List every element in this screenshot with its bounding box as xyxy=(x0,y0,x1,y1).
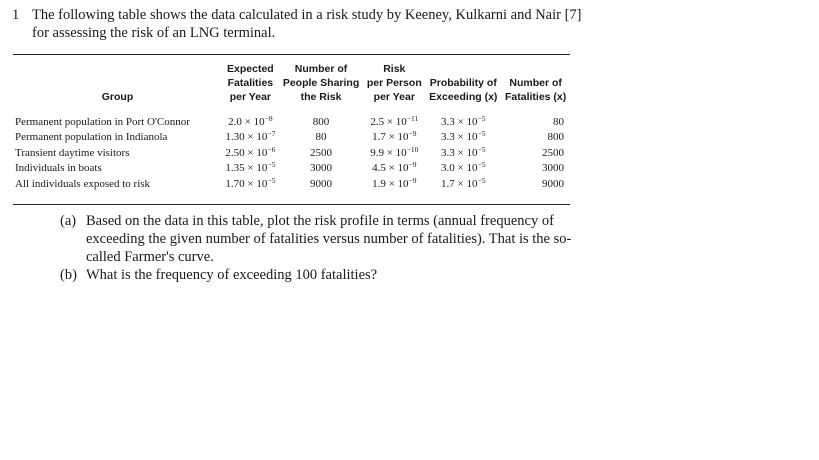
question-part-b xyxy=(60,266,572,284)
problem-statement xyxy=(12,6,582,42)
part-label: (a) xyxy=(60,213,77,229)
header-number-fatalities: Number of Fatalities (x) xyxy=(505,77,567,103)
table-row xyxy=(13,130,570,146)
question-part-a xyxy=(60,212,572,266)
problem-number: 1 xyxy=(12,7,20,23)
cell-expected-fatalities: $1.35 \times 10^{-5}$ xyxy=(225,160,276,175)
header-number-people: Number of People Sharing the Risk xyxy=(282,63,360,103)
cell-probability-exceeding: $3.3 \times 10^{-5}$ xyxy=(441,113,486,128)
cell-risk-per-person: $9.9 \times 10^{-10}$ xyxy=(370,144,419,159)
risk-data-table xyxy=(13,62,570,192)
cell-expected-fatalities: $1.70 \times 10^{-5}$ xyxy=(225,175,276,190)
cell-number-fatalities: 800 xyxy=(547,131,564,144)
cell-expected-fatalities: $2.50 \times 10^{-6}$ xyxy=(225,144,276,159)
cell-expected-fatalities: $2.0 \times 10^{-8}$ xyxy=(228,113,273,128)
table-row xyxy=(13,145,570,161)
header-risk-per-person: Risk per Person per Year xyxy=(366,63,422,103)
cell-group: Permanent population in Indianola xyxy=(15,131,168,144)
part-text: Based on the data in this table, plot the risk profile in terms (annual frequency of exceeding the given number of fatalities versus number of fatalities). That is the so-called Farmer's curve. xyxy=(86,213,572,265)
header-expected-fatalities: Expected Fatalities per Year xyxy=(227,63,274,103)
cell-probability-exceeding: $1.7 \times 10^{-5}$ xyxy=(441,175,486,190)
table-row xyxy=(13,114,570,130)
cell-number-people: 9000 xyxy=(310,177,333,190)
table-row xyxy=(13,176,570,192)
table-row xyxy=(13,161,570,177)
question-parts xyxy=(60,212,572,284)
problem-text: The following table shows the data calculated in a risk study by Keeney, Kulkarni and Nair [7] for assessing the risk of an LNG terminal. xyxy=(32,7,582,41)
cell-risk-per-person: $1.7 \times 10^{-9}$ xyxy=(372,129,417,144)
part-text: What is the frequency of exceeding 100 fatalities? xyxy=(86,267,378,283)
cell-number-people: 2500 xyxy=(310,146,333,159)
cell-number-fatalities: 3000 xyxy=(542,162,564,175)
cell-group: All individuals exposed to risk xyxy=(15,177,151,190)
cell-risk-per-person: $2.5 \times 10^{-11}$ xyxy=(370,113,419,128)
cell-group: Permanent population in Port O'Connor xyxy=(15,115,190,128)
cell-risk-per-person: $1.9 \times 10^{-9}$ xyxy=(372,175,417,190)
part-label: (b) xyxy=(60,267,77,283)
cell-number-people: 3000 xyxy=(310,162,333,175)
table-bottom-rule xyxy=(13,204,570,205)
cell-probability-exceeding: $3.0 \times 10^{-5}$ xyxy=(441,160,486,175)
table-header-row xyxy=(13,62,570,114)
cell-group: Transient daytime visitors xyxy=(15,146,130,159)
cell-number-fatalities: 80 xyxy=(553,115,564,128)
cell-number-fatalities: 2500 xyxy=(542,146,564,159)
header-probability-exceeding: Probability of Exceeding (x) xyxy=(429,77,498,103)
cell-probability-exceeding: $3.3 \times 10^{-5}$ xyxy=(441,144,486,159)
cell-risk-per-person: $4.5 \times 10^{-9}$ xyxy=(372,160,417,175)
cell-probability-exceeding: $3.3 \times 10^{-5}$ xyxy=(441,129,486,144)
cell-number-fatalities: 9000 xyxy=(542,177,564,190)
cell-number-people: 80 xyxy=(315,131,327,144)
cell-expected-fatalities: $1.30 \times 10^{-7}$ xyxy=(225,129,276,144)
header-group: Group xyxy=(101,91,134,103)
table-top-rule xyxy=(13,54,570,55)
cell-group: Individuals in boats xyxy=(15,162,102,175)
cell-number-people: 800 xyxy=(312,115,330,128)
